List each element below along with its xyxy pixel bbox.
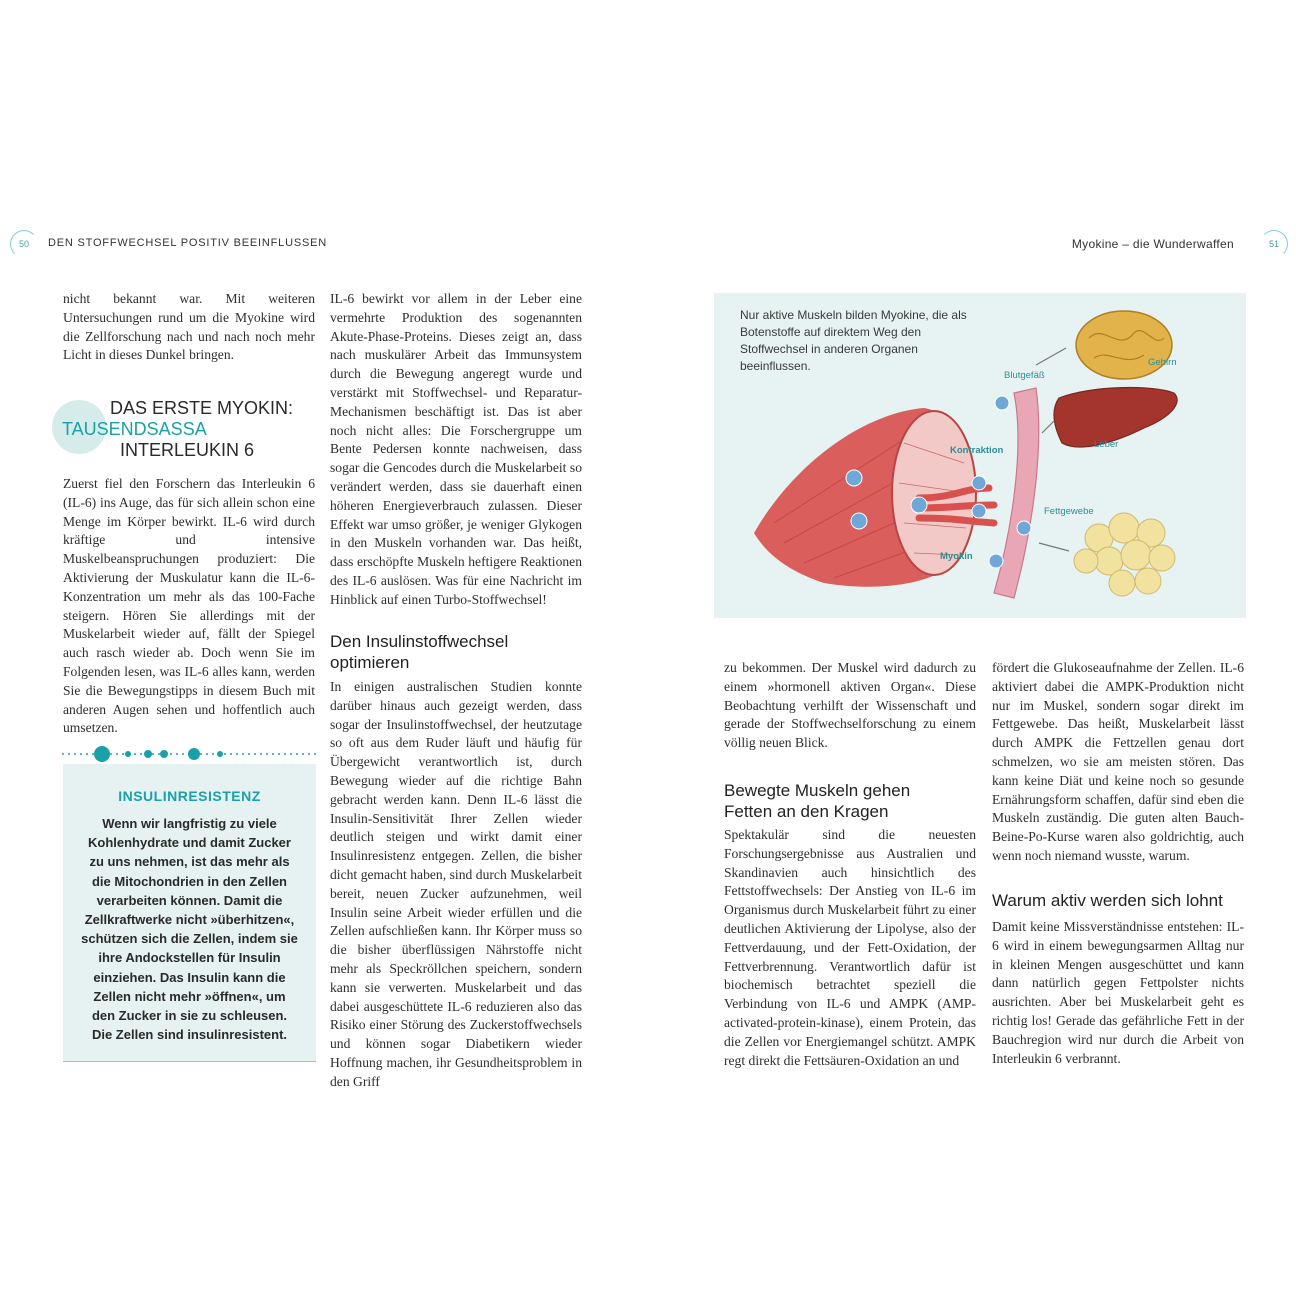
infobox-title: INSULINRESISTENZ (118, 788, 261, 804)
page-number-right-text: 51 (1269, 239, 1280, 249)
col4-body1: fördert die Glukoseaufnahme der Zellen. IL-6 aktiviert dabei die AMPK-Produktion nicht nur im Muskel, sondern sogar direkt im Fettgewebe. Das heißt, Muskelarbeit lässt durch AMPK die Fettzellen genau dort schmelzen, wo sie am meisten stören. Das kann keine Diät und keine noch so gesunde Ernährungsform schaffen, dafür sind eben die Muskeln zuständig. Die guten alten Bauch-Beine-Po-Kurse waren also goldrichtig, auch wenn noch niemand wusste, warum. (992, 660, 1244, 863)
heading-line3: INTERLEUKIN 6 (120, 440, 255, 460)
il6-dot (972, 476, 986, 490)
col4-heading: Warum aktiv werden sich lohnt (992, 891, 1223, 910)
page-number-right (1260, 230, 1288, 258)
label-kontraktion: Kontraktion (950, 445, 1004, 456)
figure-caption: Nur aktive Muskeln bilden Myokine, die als Botenstoffe auf direktem Weg den Stoffwechsel in anderen Organen beeinflussen. (740, 308, 967, 373)
arrow-to-fat (1039, 543, 1069, 551)
label-gehirn: Gehirn (1148, 357, 1177, 368)
infobox-insulinresistenz (63, 764, 316, 1062)
fat-tissue (1074, 513, 1175, 596)
col2-heading-line1: Den Insulinstoffwechsel (330, 632, 509, 651)
arrow-to-brain (1036, 348, 1066, 365)
label-myokin: Myokin (940, 551, 973, 562)
infobox-text: Wenn wir langfristig zu viele Kohlenhydrate und damit Zucker zu uns nehmen, ist das mehr als die Mitochondrien in den Zellen verarbeiten können. Damit die Zellkraftwerke nicht »überhitzen«, schützen sich die Zellen, indem sie ihre Andockstellen für Insulin einziehen. Das Insulin kann die Zellen nicht mehr »öffnen«, um den Zucker in sie zu schleusen. Die Zellen sind insulinresistent. (81, 816, 298, 1043)
il6-dot (989, 554, 1003, 568)
col3-heading-line1: Bewegte Muskeln gehen (724, 781, 911, 800)
running-header-left: DEN STOFFWECHSEL POSITIV BEEINFLUSSEN (48, 237, 327, 249)
col1-intro: nicht bekannt war. Mit weiteren Untersuchungen rund um die Myokine wird die Zellforschung nach und nach noch mehr Licht in dieses Dunkel bringen. (63, 291, 315, 363)
col2-body2: In einigen australischen Studien konnte darüber hinaus auch gezeigt werden, dass sogar der Insulinstoffwechsel, der heutzutage so oft aus dem Ruder läuft und häufig für Übergewicht verantwortlich ist, durch Bewegung wieder auf die richtige Bahn gebracht werden kann. Denn IL-6 lässt die Insulin-Sensitivität Ihrer Zellen wieder deutlich steigen und wirkt damit einer Insulinresistenz entgegen. Zellen, die bisher dicht gemacht haben, sind durch Muskelarbeit bereit, neuen Zucker aufzunehmen, weil Insulin seine Arbeit wieder erfüllen und die Zellen aufschließen kann. Ihr Körper muss so die bisher überflüssigen Nährstoffe nicht mehr als Speckröllchen speichern, sondern kann sie verwerten. Muskelarbeit und das dabei ausgeschüttete IL-6 reduzieren also das Risiko einer Störung des Zuckerstoffwechsels und können sogar Diabetikern wieder Hoffnung machen, ihr Gesundheitsproblem in den Griff (330, 679, 582, 1089)
brain-shape (1076, 311, 1172, 379)
il6-dot (911, 497, 927, 513)
heading-line1: DAS ERSTE MYOKIN: (110, 398, 294, 418)
dotted-line-ornament (60, 744, 318, 764)
label-blutgefaess: Blutgefäß (1004, 370, 1045, 381)
col3-heading-line2: Fetten an den Kragen (724, 802, 889, 821)
page-number-left-text: 50 (18, 239, 29, 249)
col3-body1: zu bekommen. Der Muskel wird dadurch zu einem »hormonell aktiven Organ«. Diese Beobachtung verhilft der Wissenschaft und gerade der Stoffwechselforschung zu einem völlig neuen Blick. (724, 660, 976, 751)
col2-heading (330, 631, 582, 673)
il6-dot (995, 396, 1009, 410)
col1-body: Zuerst fiel den Forschern das Interleukin 6 (IL-6) ins Auge, das für sich allein schon eine Menge im Körper bewirkt. IL-6 wird durch kräftige und intensive Muskelbeanspruchungen produziert: Die Aktivierung der Muskulatur kann die IL-6-Konzentration um mehr als das 100-Fache steigern. Hören Sie allerdings mit der Muskelarbeit wieder auf, fällt der Spiegel auch rasch wieder ab. Doch wenn Sie im Folgenden lesen, was IL-6 alles kann, werden Sie die Bewegungstipps in diesem Buch mit anderen Augen sehen und hoffentlich auch umsetzen. (63, 476, 315, 736)
il6-dot (851, 513, 867, 529)
figure-myokine (714, 293, 1246, 618)
infobox-dots (60, 744, 318, 764)
col3-heading (724, 780, 976, 822)
il6-dot (972, 504, 986, 518)
label-fettgewebe: Fettgewebe (1044, 506, 1094, 517)
col4-body2: Damit keine Missverständnisse entstehen: IL-6 wird in einem bewegungsarmen Alltag nur in kleinen Mengen ausgeschüttet und kann dann natürlich gegen Fettpolster nichts ausrichten. Aber bei Muskelarbeit geht es richtig los! Gerade das gefährliche Fett in der Bauchregion wird nur durch die Arbeit von Interleukin 6 verbrannt. (992, 919, 1244, 1066)
il6-dot (1017, 521, 1031, 535)
col2-body1: IL-6 bewirkt vor allem in der Leber eine vermehrte Produktion des sogenannten Akute-Phase-Proteins. Dieses zeigt an, dass nach muskulärer Arbeit das Immunsystem durch die Bewegung angeregt wurde und verstärkt mit Stoffwechsel- und Reparatur-Mechanismen beschäftigt ist. Das ist aber noch nicht alles: Die Forschergruppe um Bente Pedersen konnte nachweisen, dass sogar die Gencodes durch die Muskelarbeit so verändert werden, dass sie dauerhaft einen höheren Energieverbrauch zulassen. Dieser Effekt war umso größer, je weniger Glykogen in den Muskeln vorhanden war. Das heißt, dass erschöpfte Muskeln heftigere Reaktionen des IL-6 auslösen. Was für eine Nachricht im Hinblick auf einen Turbo-Stoffwechsel! (330, 291, 582, 607)
col2-heading-line2: optimieren (330, 653, 410, 672)
label-leber: Leber (1094, 439, 1119, 450)
page-number-left (10, 230, 38, 258)
running-header-right: Myokine – die Wunderwaffen (1071, 237, 1234, 251)
section-heading-myokin (50, 396, 320, 462)
il6-dot (846, 470, 862, 486)
col3-body2: Spektakulär sind die neuesten Forschungsergebnisse aus Australien und Skandinavien auch hinsichtlich des Fettstoffwechsels: Der Anstieg von IL-6 im Organismus durch Muskelarbeit führt zu einer deutlichen Aktivierung der Lipolyse, also der Fettverdauung, und der Fett-Oxidation, der Fettverbrennung. Verantwortlich dafür ist biochemisch betrachtet speziell die Verbindung von IL-6 und AMPK (AMP-activated-protein-kinase), einem Protein, das die Zellen vor Energiemangel schützt. AMPK regt direkt die Fettsäuren-Oxidation an und (724, 827, 976, 1068)
arrow-to-liver (1042, 421, 1054, 433)
heading-line2: TAUSENDSASSA (62, 419, 207, 439)
